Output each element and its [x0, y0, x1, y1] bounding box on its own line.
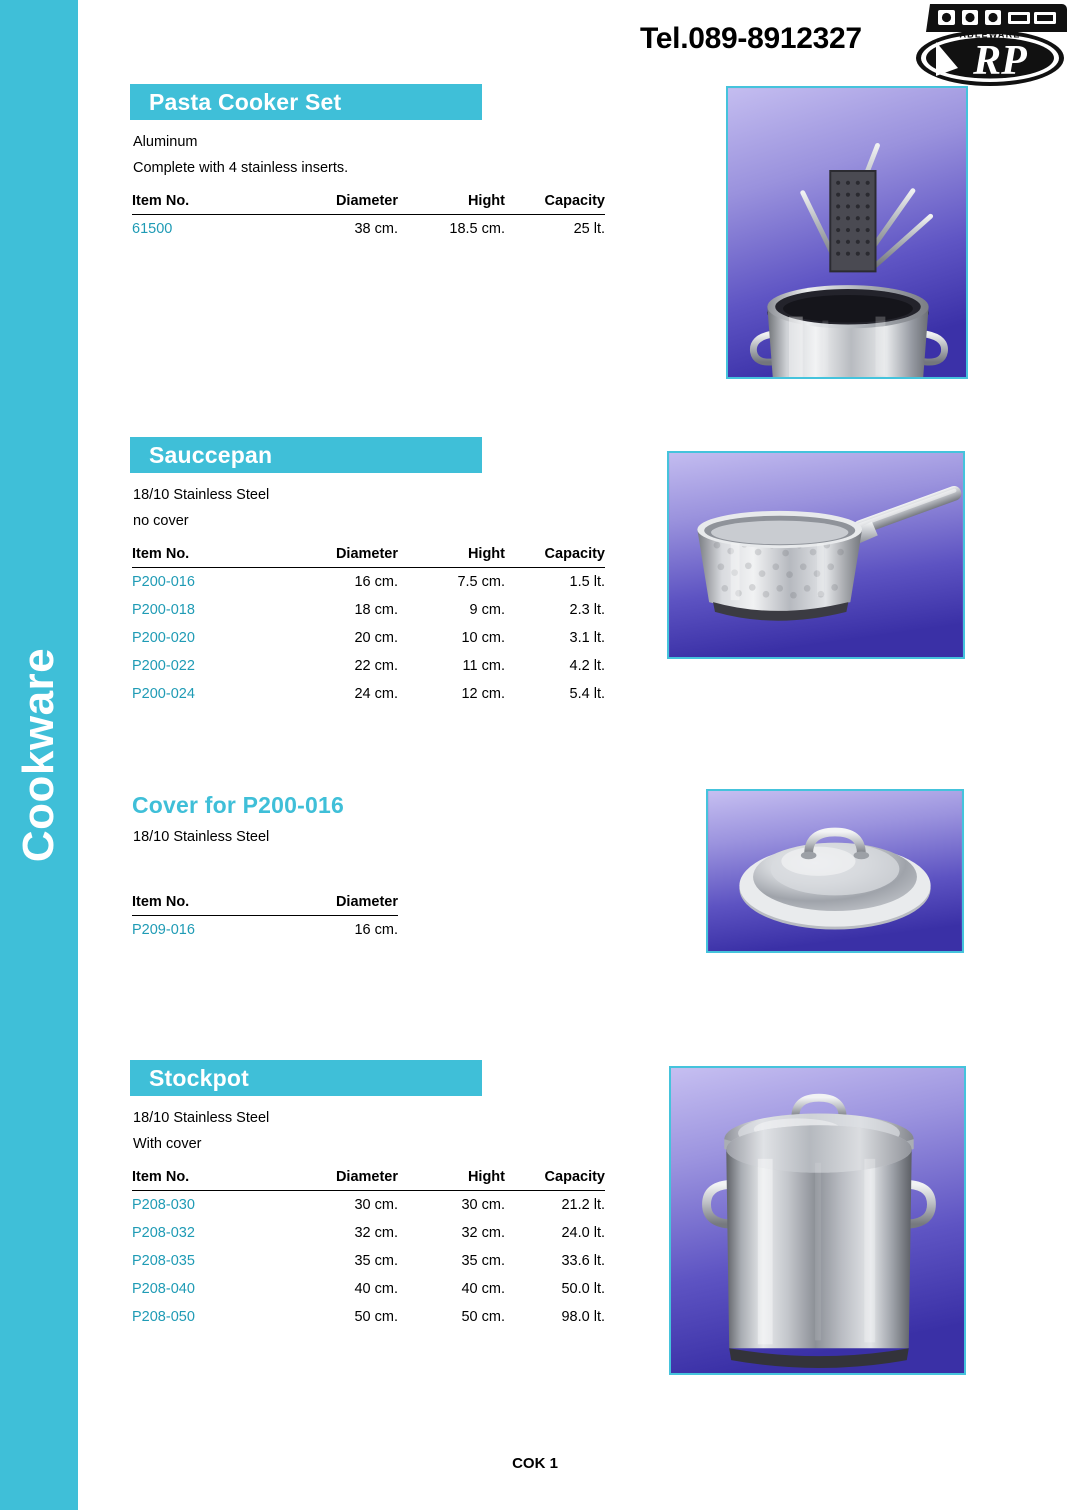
cell-capacity: 33.6 lt.: [561, 1253, 605, 1269]
cell-diameter: 30 cm.: [354, 1197, 398, 1213]
column-header: Diameter: [274, 544, 398, 568]
column-header: Item No.: [132, 544, 274, 568]
cell-hight: 9 cm.: [469, 602, 505, 618]
cell-capacity: 4.2 lt.: [569, 658, 605, 674]
cell-hight: 32 cm.: [461, 1225, 505, 1241]
section-title: Stockpot: [149, 1064, 249, 1091]
cell-hight: 18.5 cm.: [449, 221, 505, 237]
cell-capacity: 24.0 lt.: [561, 1225, 605, 1241]
section-subline: Aluminum: [133, 134, 198, 150]
column-header: Capacity: [505, 544, 605, 568]
cell-hight: 35 cm.: [461, 1253, 505, 1269]
cell-diameter: 35 cm.: [354, 1253, 398, 1269]
column-header: Diameter: [274, 1167, 398, 1191]
cell-diameter: 22 cm.: [354, 658, 398, 674]
cell-item-no: P200-020: [132, 630, 195, 646]
column-header: Capacity: [505, 191, 605, 215]
column-header: Item No.: [132, 1167, 274, 1191]
cell-item-no: P208-035: [132, 1253, 195, 1269]
cell-capacity: 5.4 lt.: [569, 686, 605, 702]
cell-hight: 7.5 cm.: [457, 574, 505, 590]
table-row: [132, 596, 605, 624]
stockpot-photo: [669, 1066, 966, 1375]
cell-item-no: P208-050: [132, 1309, 195, 1325]
section-title-bar: [130, 437, 482, 473]
cell-capacity: 1.5 lt.: [569, 574, 605, 590]
cell-diameter: 38 cm.: [354, 221, 398, 237]
table-row: [132, 1247, 605, 1275]
column-header: Capacity: [505, 1167, 605, 1191]
cell-capacity: 98.0 lt.: [561, 1309, 605, 1325]
section-subline: no cover: [133, 513, 189, 529]
cell-item-no: P208-040: [132, 1281, 195, 1297]
cell-item-no: P200-024: [132, 686, 195, 702]
table-row: [132, 1275, 605, 1303]
column-header: Hight: [398, 544, 505, 568]
table-row: [132, 568, 605, 597]
table-header-row: [132, 544, 605, 568]
column-header: Item No.: [132, 892, 274, 916]
cell-capacity: 3.1 lt.: [569, 630, 605, 646]
cell-diameter: 40 cm.: [354, 1281, 398, 1297]
spec-table: [132, 892, 398, 944]
section-stockpot: [130, 1060, 605, 1331]
section-subline: Complete with 4 stainless inserts.: [133, 160, 349, 176]
cell-item-no: P208-032: [132, 1225, 195, 1241]
cell-hight: 10 cm.: [461, 630, 505, 646]
cell-hight: 30 cm.: [461, 1197, 505, 1213]
ableware-rp-logo: [912, 2, 1067, 88]
table-row: [132, 624, 605, 652]
sidebar-category-label: [0, 0, 78, 1510]
cover-photo: [706, 789, 964, 953]
cell-diameter: 32 cm.: [354, 1225, 398, 1241]
cell-hight: 50 cm.: [461, 1309, 505, 1325]
cell-diameter: 24 cm.: [354, 686, 398, 702]
cell-capacity: 2.3 lt.: [569, 602, 605, 618]
cell-capacity: 50.0 lt.: [561, 1281, 605, 1297]
svg-text:ABLEWARE: ABLEWARE: [959, 29, 1021, 40]
cell-capacity: 25 lt.: [573, 221, 605, 237]
section-cover-for-p200-016: [130, 792, 398, 944]
cell-hight: 11 cm.: [462, 658, 505, 674]
table-row: [132, 1191, 605, 1220]
sauccepan-photo: [667, 451, 965, 659]
section-title-bar: [130, 84, 482, 120]
spec-table: [132, 191, 605, 243]
telephone-number: Tel.089-8912327: [640, 22, 862, 55]
section-subline: With cover: [133, 1136, 202, 1152]
page-footer-code: COK 1: [512, 1455, 558, 1472]
table-header-row: [132, 892, 398, 916]
cell-diameter: 50 cm.: [354, 1309, 398, 1325]
section-sauccepan: [130, 437, 605, 708]
column-header: Hight: [398, 1167, 505, 1191]
cell-item-no: 61500: [132, 221, 173, 237]
sidebar-category-text: Cookware: [14, 647, 64, 863]
section-subline: 18/10 Stainless Steel: [133, 487, 270, 503]
cell-diameter: 16 cm.: [354, 922, 398, 938]
svg-text:RP: RP: [973, 38, 1027, 84]
cell-item-no: P208-030: [132, 1197, 195, 1213]
section-pasta-cooker-set: [130, 84, 605, 243]
cell-diameter: 18 cm.: [354, 602, 398, 618]
cell-diameter: 16 cm.: [354, 574, 398, 590]
table-row: [132, 916, 398, 945]
section-title: Pasta Cooker Set: [149, 88, 342, 115]
column-header: Item No.: [132, 191, 274, 215]
table-row: [132, 1219, 605, 1247]
cell-item-no: P200-018: [132, 602, 195, 618]
cell-hight: 40 cm.: [461, 1281, 505, 1297]
table-row: [132, 652, 605, 680]
column-header: Hight: [398, 191, 505, 215]
table-header-row: [132, 1167, 605, 1191]
section-subline: 18/10 Stainless Steel: [133, 1110, 270, 1126]
cell-item-no: P209-016: [132, 922, 195, 938]
spec-table: [132, 1167, 605, 1331]
section-title: Sauccepan: [149, 441, 273, 468]
section-title-bar: [130, 1060, 482, 1096]
table-row: [132, 215, 605, 244]
cell-item-no: P200-016: [132, 574, 195, 590]
spec-table: [132, 544, 605, 708]
section-title: Cover for P200-016: [132, 792, 344, 818]
table-row: [132, 1303, 605, 1331]
table-row: [132, 680, 605, 708]
cell-hight: 12 cm.: [461, 686, 505, 702]
section-subline: 18/10 Stainless Steel: [133, 829, 270, 845]
pasta-cooker-set-photo: [726, 86, 968, 379]
column-header: Diameter: [274, 892, 398, 916]
cell-item-no: P200-022: [132, 658, 195, 674]
column-header: Diameter: [274, 191, 398, 215]
cell-diameter: 20 cm.: [354, 630, 398, 646]
table-header-row: [132, 191, 605, 215]
cell-capacity: 21.2 lt.: [561, 1197, 605, 1213]
